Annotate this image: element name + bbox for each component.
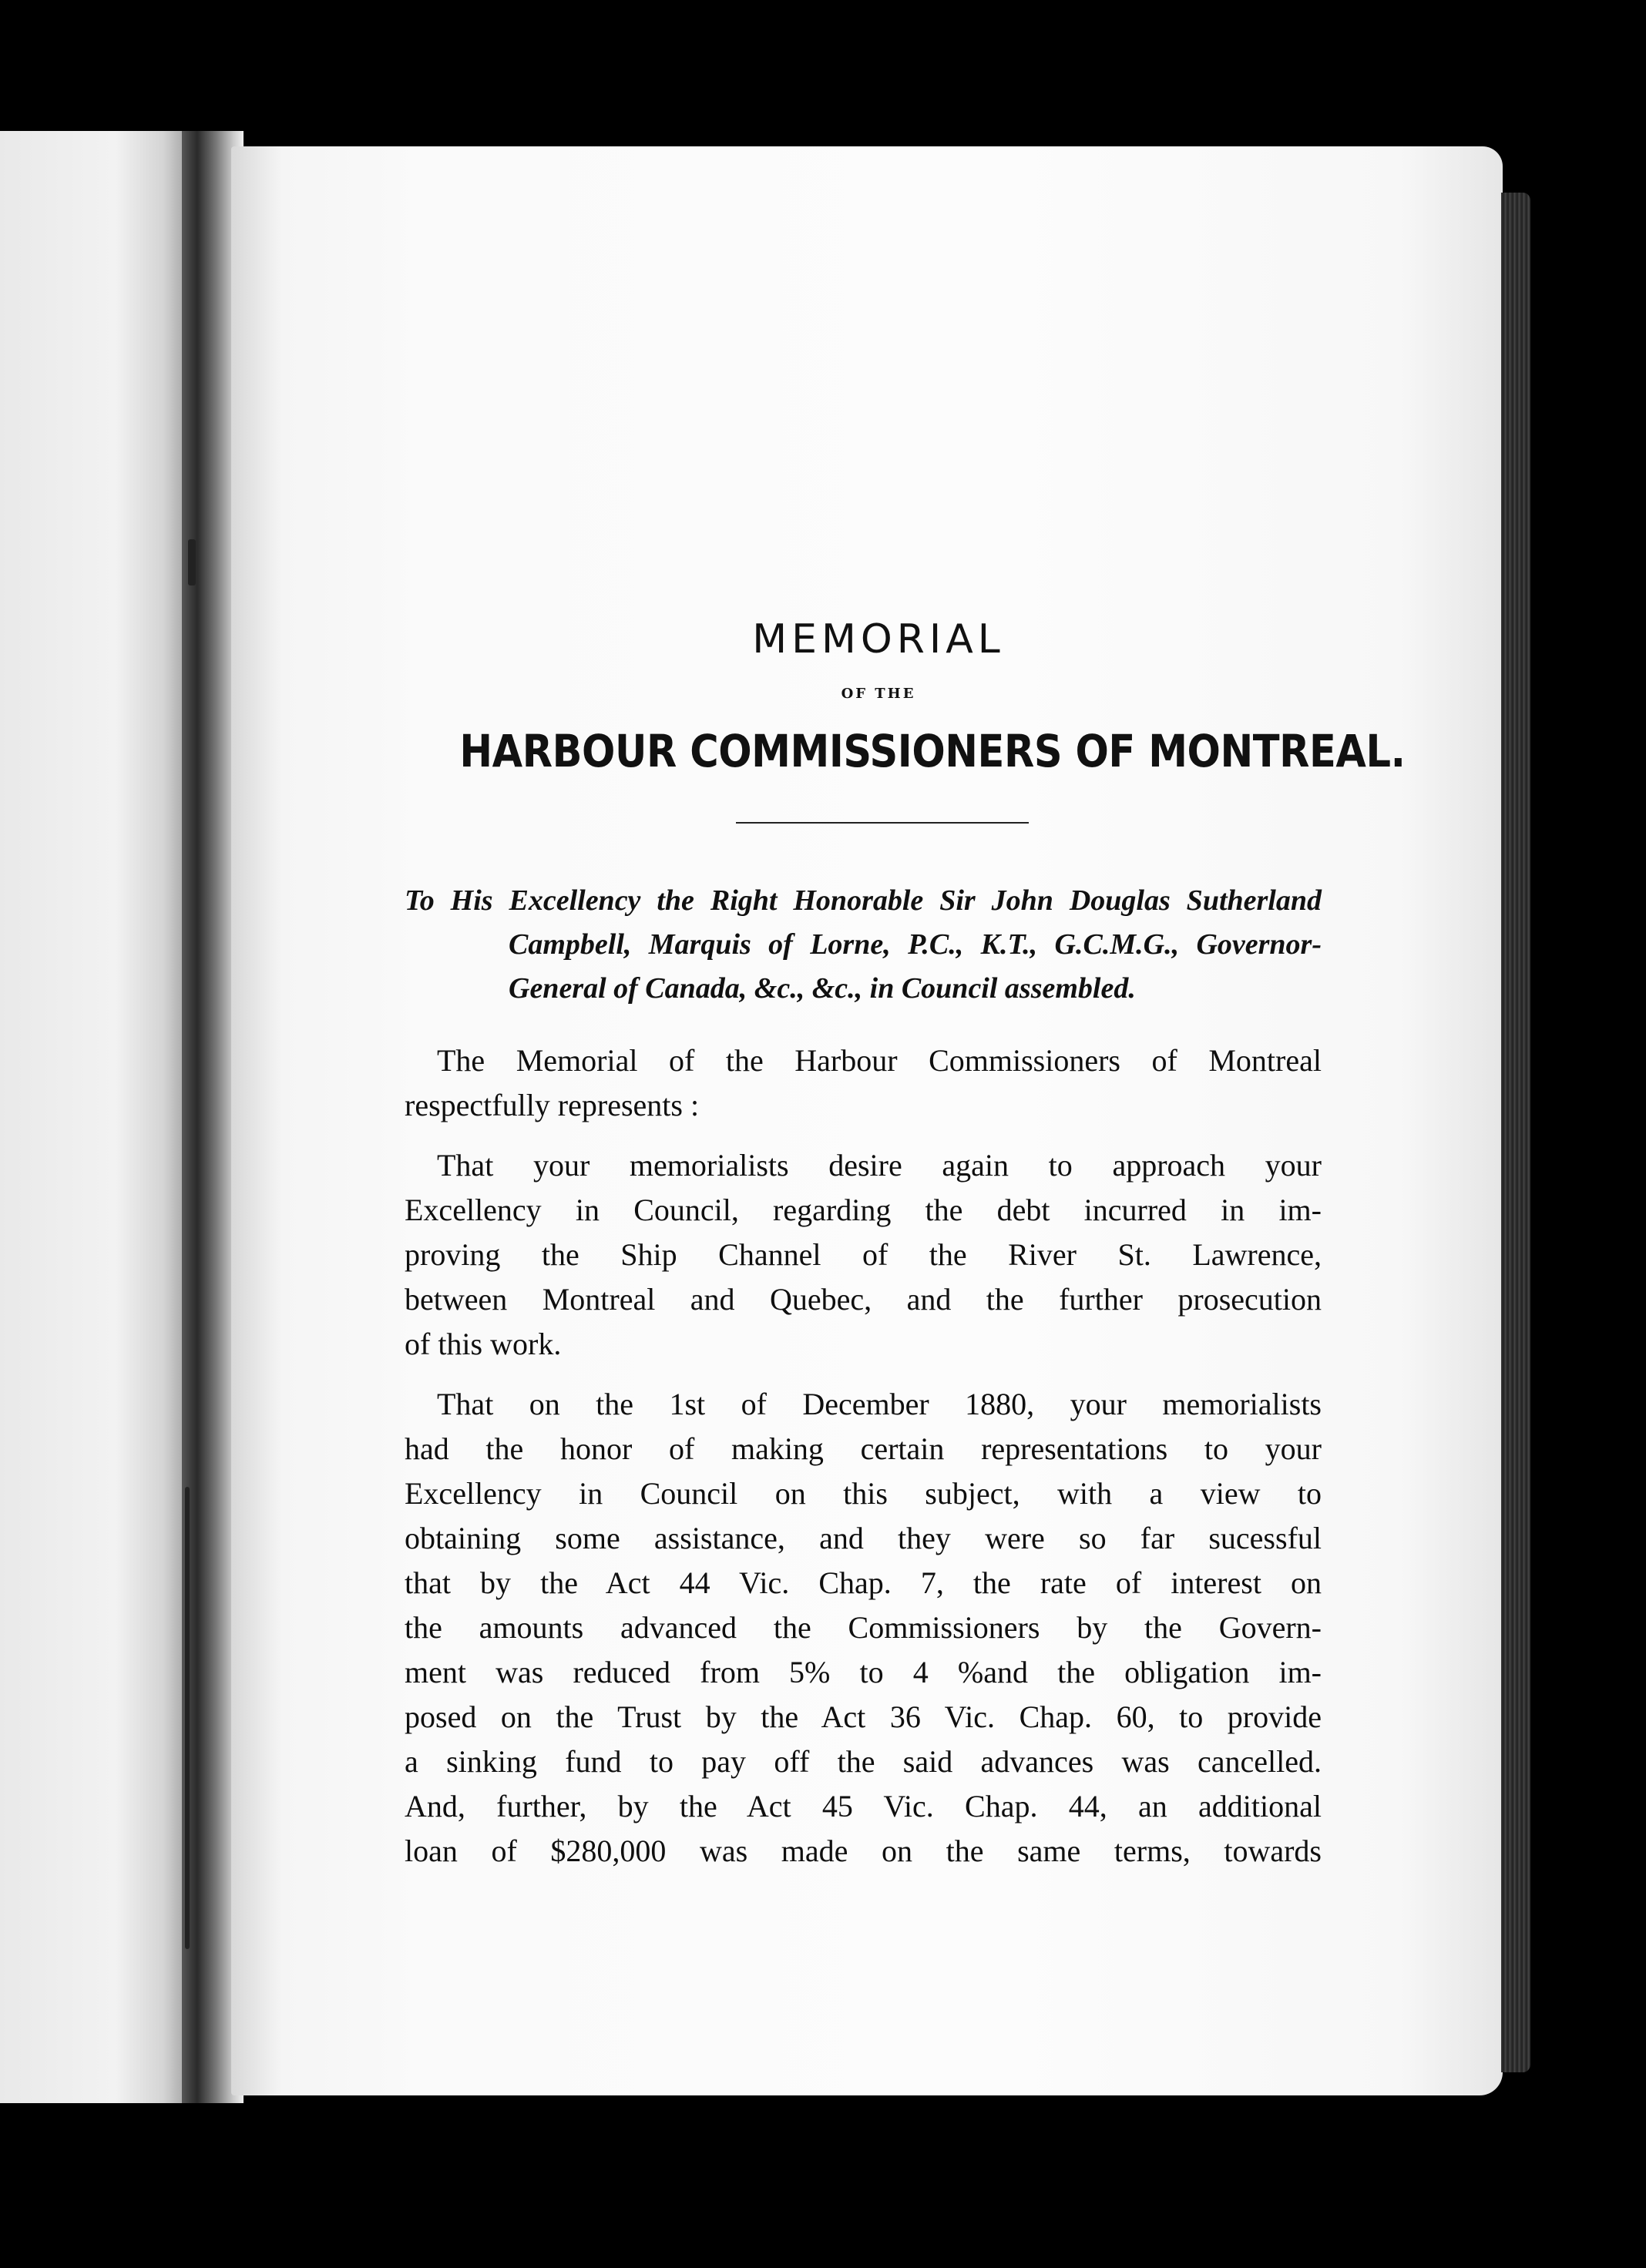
text-line: proving the Ship Channel of the River St. Lawrence,	[405, 1237, 1322, 1272]
text-line: between Montreal and Quebec, and the further prosecution	[405, 1282, 1322, 1317]
binding-mark	[188, 539, 196, 585]
text-line: Excellency in Council, regarding the debt incurred in im-	[405, 1193, 1322, 1227]
text-line: respectfully represents :	[405, 1088, 700, 1122]
text-line: the amounts advanced the Commissioners by the Govern-	[405, 1610, 1322, 1645]
text-line: had the honor of making certain representations to your	[405, 1431, 1322, 1466]
text-line: And, further, by the Act 45 Vic. Chap. 44, an additional	[405, 1789, 1322, 1823]
text-line: Excellency in Council on this subject, with a view to	[405, 1476, 1322, 1511]
address-to-governor: To His Excellency the Right Honorable Sir John Douglas Sutherland Campbell, Marquis of Lorne, P.C., K.T., G.C.M.G., Governor-General of Canada, &c., &c., in Council assembled.	[405, 884, 1322, 1005]
page-stack-edge	[1501, 193, 1530, 2072]
page-content	[405, 616, 1406, 1889]
text-line: ment was reduced from 5% to 4 %and the obligation im-	[405, 1655, 1322, 1689]
text-line: that by the Act 44 Vic. Chap. 7, the rate of interest on	[405, 1565, 1322, 1600]
paragraph	[405, 1038, 1322, 1128]
text-line: The Memorial of the Harbour Commissioners of Montreal	[437, 1043, 1322, 1078]
previous-page-edge	[0, 131, 193, 2103]
paragraph	[405, 1382, 1322, 1874]
text-line: That on the 1st of December 1880, your memorialists	[437, 1387, 1322, 1421]
text-line: a sinking fund to pay off the said advances was cancelled.	[405, 1744, 1322, 1779]
memorial-title: MEMORIAL	[752, 616, 1005, 663]
heading-divider	[736, 822, 1029, 824]
text-line: of this work.	[405, 1327, 562, 1361]
binding-mark	[185, 1487, 190, 1949]
text-line: That your memorialists desire again to approach your	[437, 1148, 1322, 1183]
of-the-subtitle: OF THE	[841, 686, 916, 702]
paragraph	[405, 1143, 1322, 1367]
main-heading: HARBOUR COMMISSIONERS OF MONTREAL.	[459, 725, 1406, 777]
text-line: loan of $280,000 was made on the same terms, towards	[405, 1834, 1322, 1868]
text-line: posed on the Trust by the Act 36 Vic. Chap. 60, to provide	[405, 1699, 1322, 1734]
text-line: obtaining some assistance, and they were so far sucessful	[405, 1521, 1322, 1555]
